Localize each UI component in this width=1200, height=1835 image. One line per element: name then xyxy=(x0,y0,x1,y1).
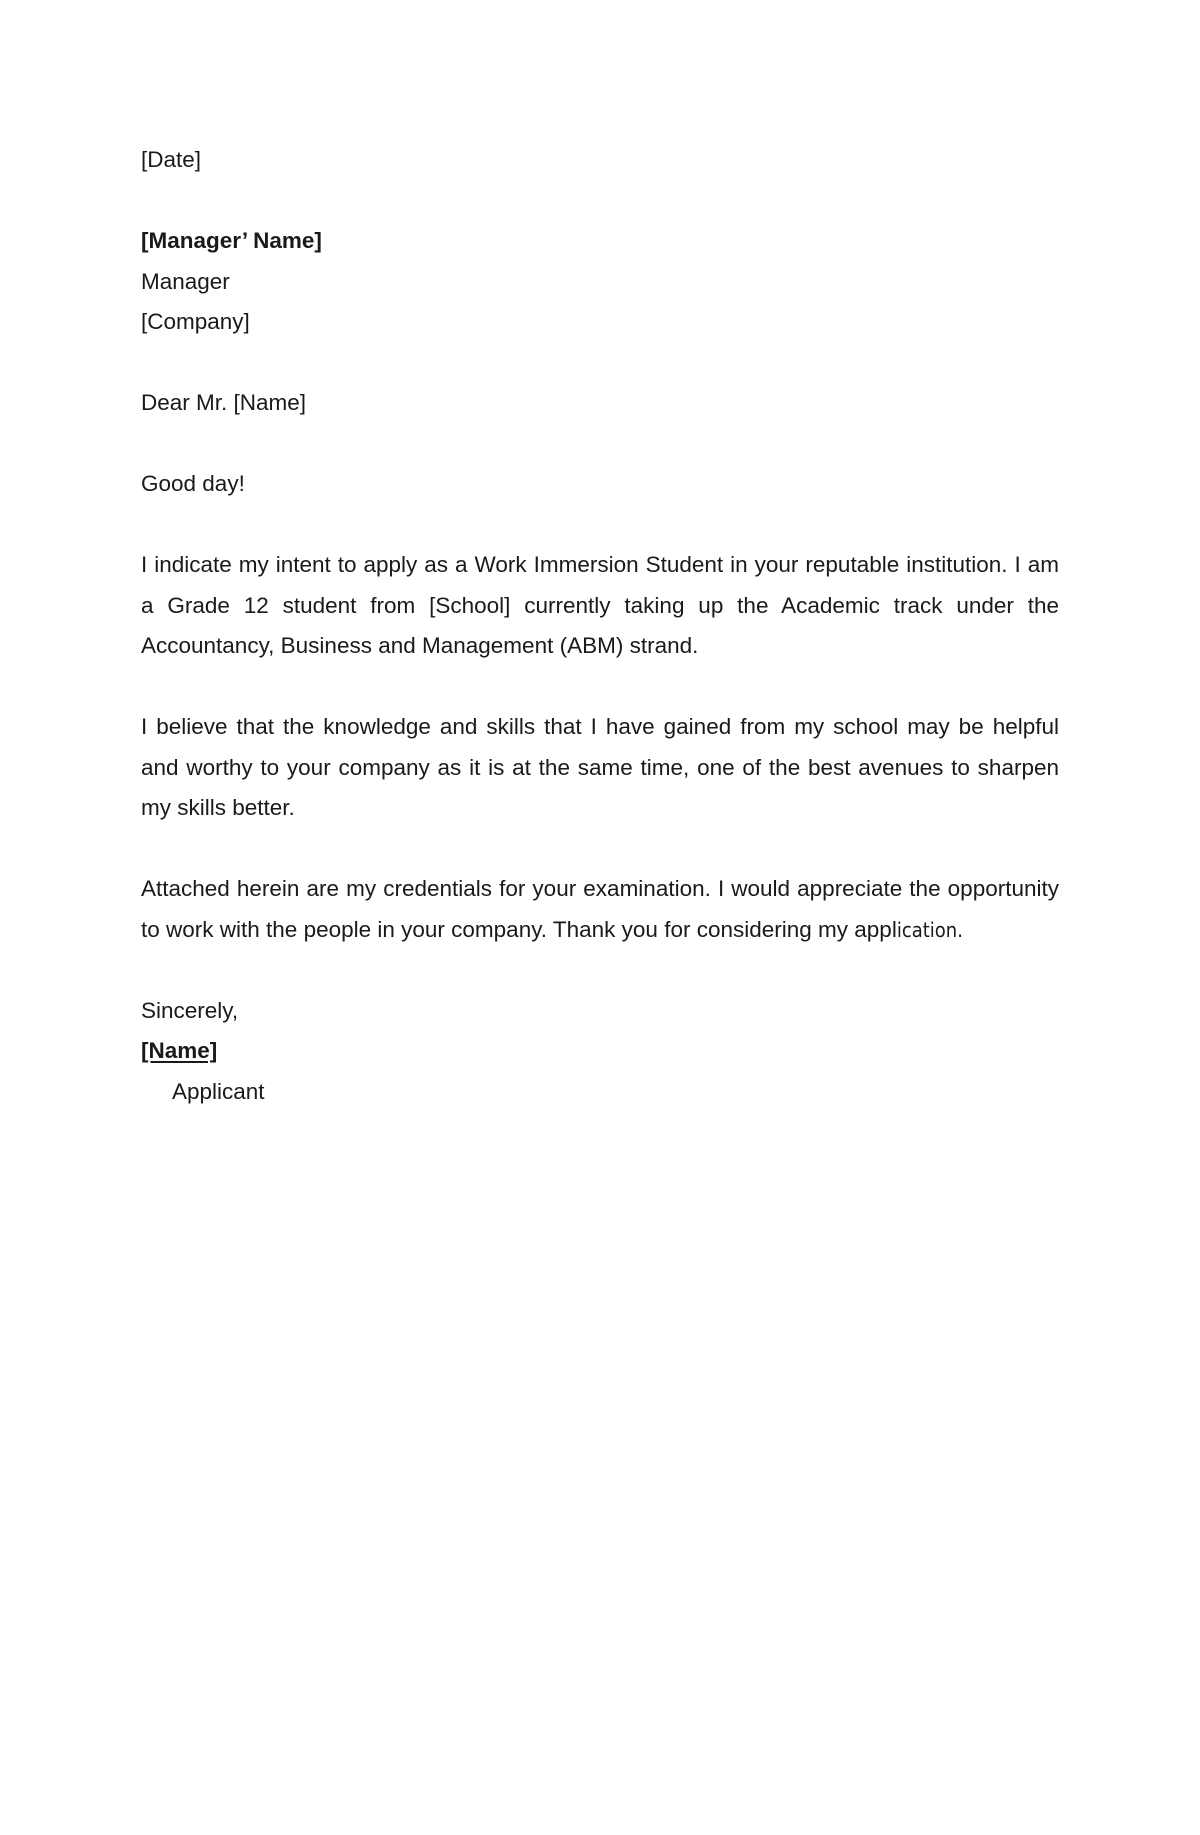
letter-body xyxy=(141,140,1059,1112)
sender-title: Applicant xyxy=(172,1078,265,1104)
body-paragraph-skills: I believe that the knowledge and skills that I have gained from my school may be helpful and worthy to your company as it is at the same time, one of the best avenues to sharpen my skills better. xyxy=(141,714,1059,820)
recipient-name: [Manager’ Name] xyxy=(141,228,322,253)
closing-text-tail-end: ication. xyxy=(896,917,963,942)
closing-text-tail-start: appl xyxy=(854,916,897,942)
body-paragraph-closing xyxy=(141,869,1059,950)
spacer xyxy=(141,505,1059,546)
closing-text: Attached herein are my credentials for your examination. I would appreciate the opportunity to work with the people in your company. Thank you for considering my xyxy=(141,876,1059,942)
body-paragraph-intent: I indicate my intent to apply as a Work Immersion Student in your reputable institution. I am a Grade 12 student from [School] currently taking up the Academic track under the Accountancy, Business and Management (ABM) strand. xyxy=(141,552,1059,658)
recipient-company: [Company] xyxy=(141,309,250,334)
salutation: Dear Mr. [Name] xyxy=(141,390,307,415)
recipient-title: Manager xyxy=(141,268,230,294)
spacer xyxy=(141,829,1059,870)
spacer xyxy=(141,181,1059,222)
spacer xyxy=(141,950,1059,991)
spacer xyxy=(141,343,1059,384)
sender-name: [Name] xyxy=(141,1038,218,1063)
spacer xyxy=(141,667,1059,708)
greeting: Good day! xyxy=(141,471,245,496)
spacer xyxy=(141,424,1059,465)
signoff: Sincerely, xyxy=(141,997,239,1023)
letter-date: [Date] xyxy=(141,147,202,172)
